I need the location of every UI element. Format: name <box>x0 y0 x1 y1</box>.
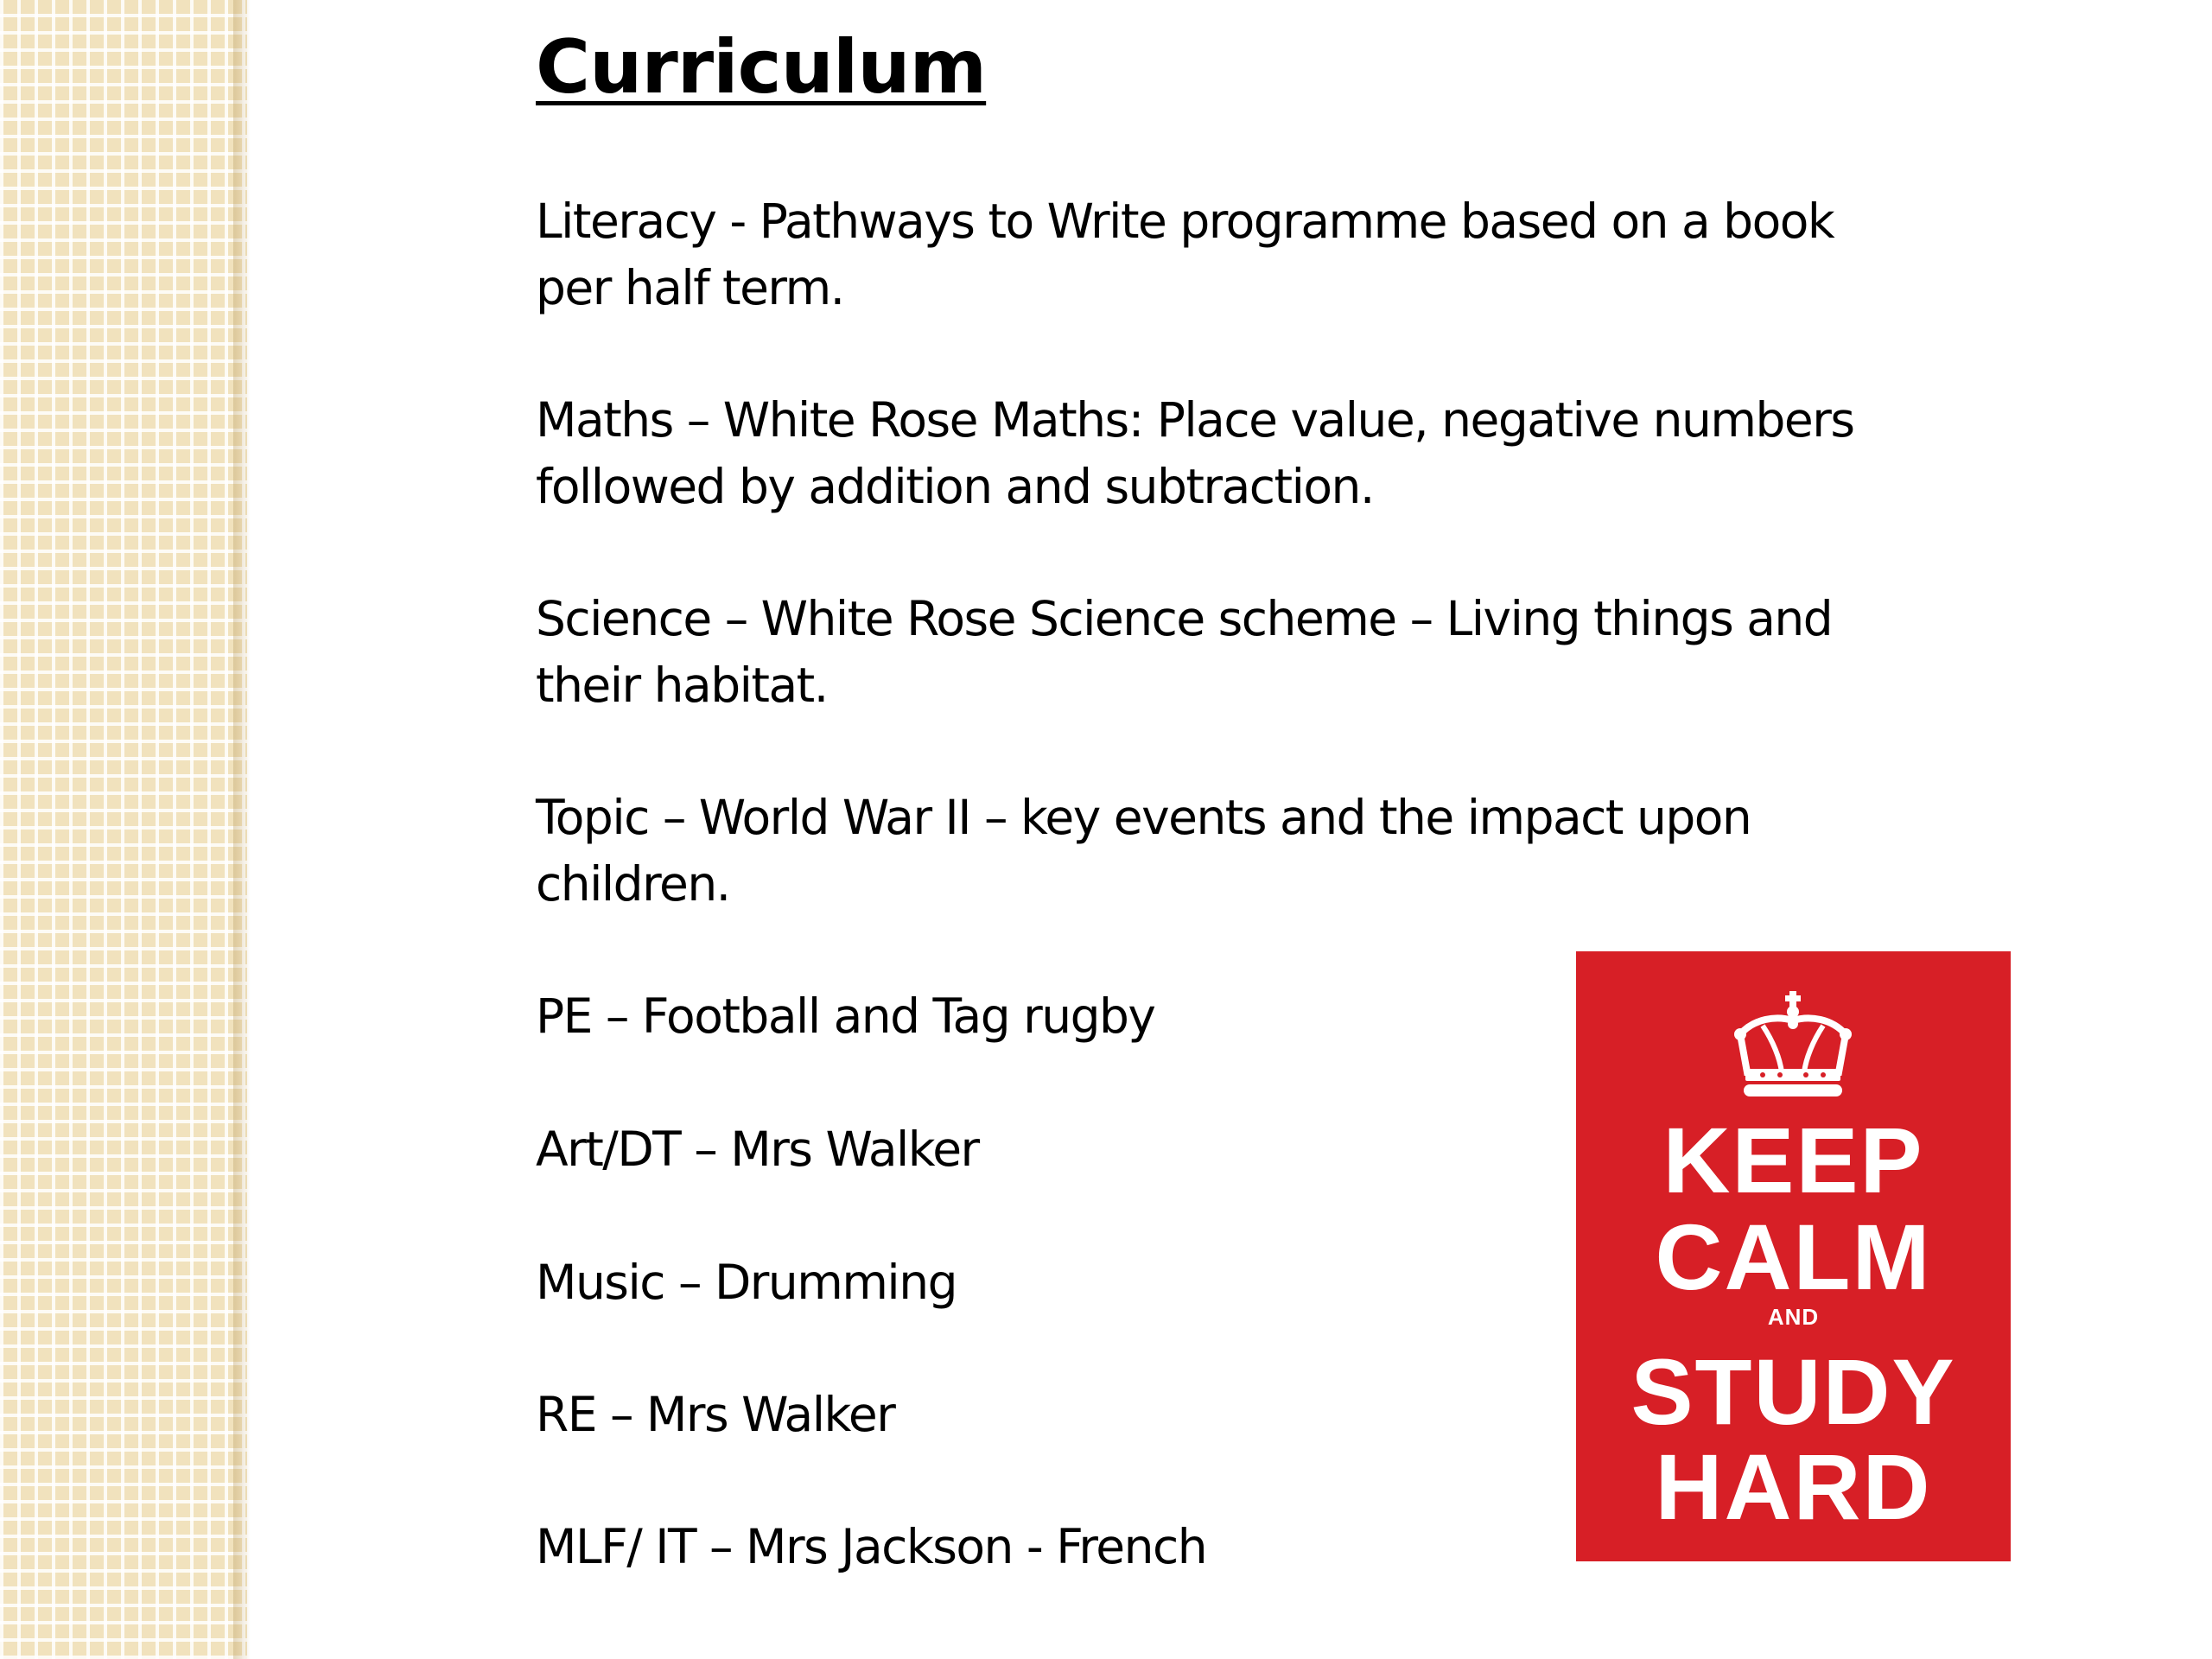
subject-mlf-it: MLF/ IT – Mrs Jackson - French <box>536 1519 1207 1574</box>
page-title: Curriculum <box>536 24 987 111</box>
subject-art-dt: Art/DT – Mrs Walker <box>536 1122 979 1177</box>
crown-icon <box>1728 989 1858 1102</box>
subject-topic: Topic – World War II – key events and the impact upon children. <box>536 790 1751 912</box>
subject-literacy: Literacy - Pathways to Write programme based on a book per half term. <box>536 194 1834 315</box>
poster-line-and: AND <box>1767 1304 1820 1330</box>
decorative-sidebar <box>0 0 247 1659</box>
subject-science: Science – White Rose Science scheme – Living things and their habitat. <box>536 591 1833 713</box>
poster-line-study: STUDY <box>1630 1339 1956 1444</box>
poster-line-hard: HARD <box>1655 1434 1932 1539</box>
subject-music: Music – Drumming <box>536 1255 957 1310</box>
keep-calm-poster <box>1576 951 2011 1561</box>
poster-line-keep: KEEP <box>1662 1108 1924 1212</box>
subject-re: RE – Mrs Walker <box>536 1387 895 1442</box>
sidebar-shadow <box>233 0 251 1659</box>
subject-pe: PE – Football and Tag rugby <box>536 988 1155 1044</box>
subject-maths: Maths – White Rose Maths: Place value, negative numbers followed by addition and subtraction. <box>536 392 1854 514</box>
poster-line-calm: CALM <box>1655 1205 1932 1309</box>
